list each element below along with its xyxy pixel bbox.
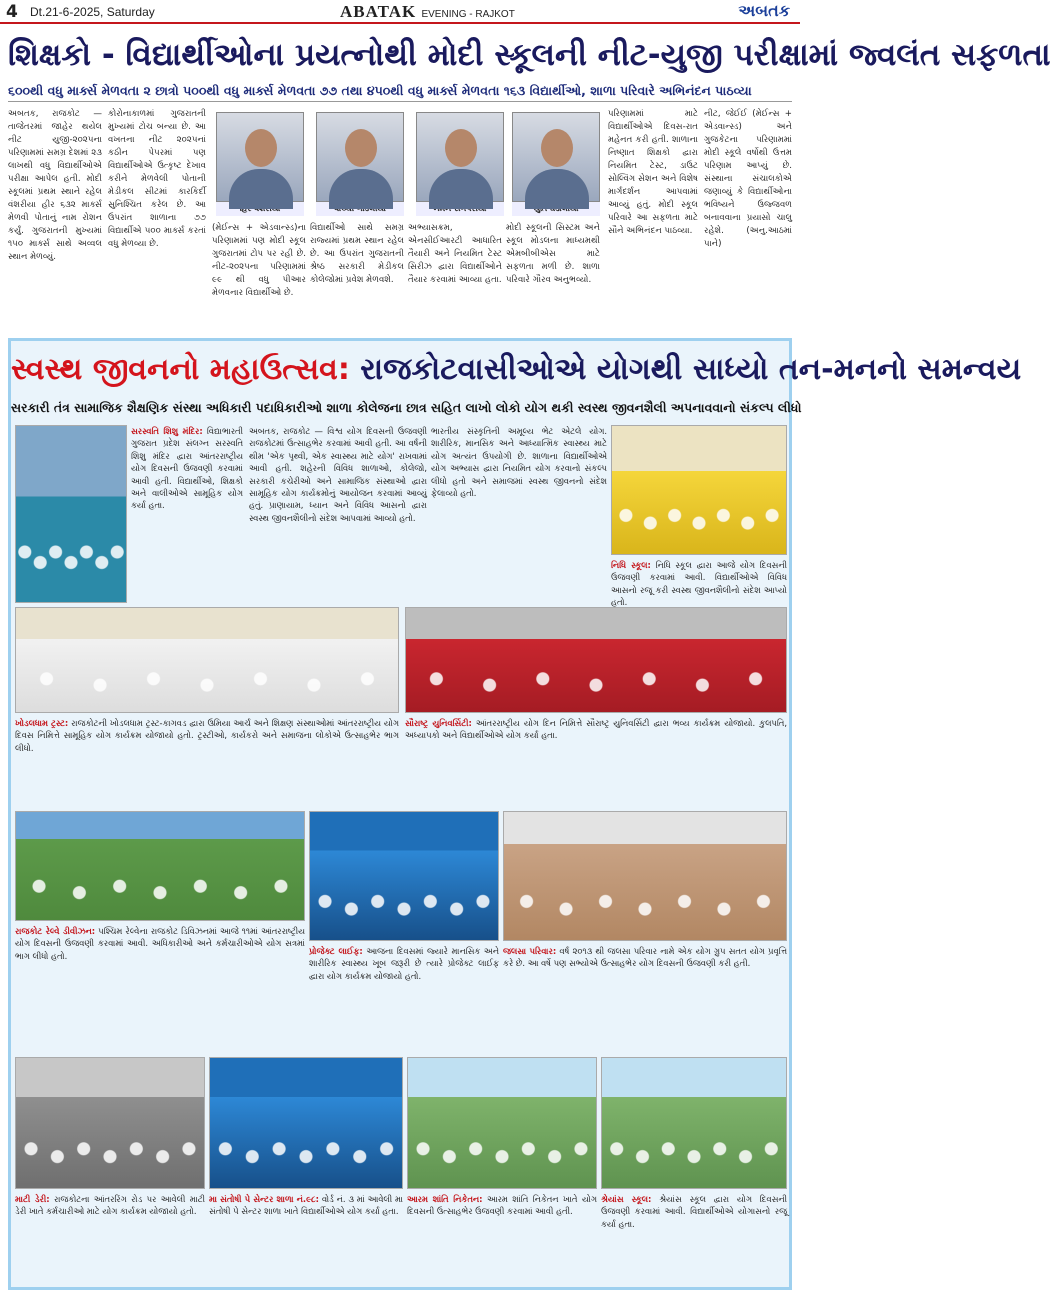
yoga-photo-santoshi-school [209,1057,403,1189]
yoga-main-text: અબતક, રાજકોટ — વિશ્વ યોગ દિવસની ઉજવણી રાજકોટમાં ઉત્સાહભેર કરવામાં આવી હતી. આ વર્ષની થીમ 'એક પૃથ્વી, એક સ્વાસ્થ્ય માટે યોગ' રાખવામાં આવી હતી. શહેરની વિવિધ શાળાઓ, કોલેજો, સરકારી કચેરીઓ અને સામાજિક સંસ્થાઓ દ્વારા સામૂહિક યોગ કાર્યક્રમોનું આયોજન કરવામાં આવ્યું હતું. પ્રાણાયામ, ધ્યાન અને વિવિધ આસનો દ્વારા સ્વસ્થ જીવનશૈલીનો સંદેશ આપવામાં આવ્યો હતો. [249,426,427,523]
page-number: 4 [6,2,18,22]
top-story-mid-column: વિદ્યાર્થીઓ સાથે સમગ્ર રાજ્યમાં પ્રથમ સ્થાન રહેલ છે. આ ઉપરાંત ગુજરાતની શ્રેષ્ઠ સરકારી મેડીકલ કોલેજોમાં પ્રવેશ મેળવશે. [310,223,404,285]
yoga-photo-project-life [309,811,499,941]
yoga-item-saraswati: સરસ્વતિ શિશુ મંદિર: વિદ્યાભારતી ગુજરાત પ્રદેશ સંલગ્ન સરસ્વતિ શિશુ મંદિર દ્વારા આંતરરાષ્ટ્રીય યોગ દિવસની ઉજવણી કરવામાં આવી હતી. વિદ્યાર્થીઓ, શિક્ષકો અને વાલીઓએ સામૂહિક યોગ કર્યા હતા. [131,426,243,511]
yoga-photo-nidhi [611,425,787,555]
top-story-headline: શિક્ષકો - વિદ્યાર્થીઓના પ્રયત્નોથી મોદી સ્કૂલની નીટ-યુજી પરીક્ષામાં જ્વલંત સફળતા [8,37,1051,73]
yoga-item-khodaldham: ખોડલધામ ટ્રસ્ટ: રાજકોટની ખોડલધામ ટ્રસ્ટ-કાગવડ દ્વારા ઉમિયા આર્ચ અને શિક્ષણ સંસ્થાઓમાં આંતરરાષ્ટ્રીય યોગ દિવસ નિમિત્તે સામૂહિક યોગ કાર્યક્રમ યોજાયો હતો. ટ્રસ્ટીઓ, કાર્યકરો અને સમાજના લોકોએ ઉત્સાહભેર ભાગ લીધો. [15,718,399,753]
topper-portrait [316,112,404,216]
top-story-column-1: અબતક, રાજકોટ — તાજેતરમાં જાહેર થયેલ નીટ યુજી-૨૦૨૫ના પરિણામમાં સમગ્ર દેશમાં ૨૩ લાખથી વધુ વિદ્યાર્થીઓએ પરીક્ષા આપેલ હતી. મોદી સ્કૂલમાં પ્રથમ સ્થાને રહેલ વંશરીયા હીર ૬૩૨ માર્ક્સ મેળવી પોતાનું નામ રોશન કર્યું. ગુજરાતની મુખ્યમાં ૧૫૦ માર્ક્સ સાથે અવ્વલ સ્થાન મેળવ્યું. [8,109,102,262]
yoga-item-nidhi: નિધિ સ્કૂલ: નિધિ સ્કૂલ દ્વારા આજે યોગ દિવસની ઉજવણી કરવામાં આવી. વિદ્યાર્થીઓએ વિવિધ આસનો રજૂ કરી સ્વસ્થ જીવનશૈલીનો સંદેશ આપ્યો હતો. [611,560,787,608]
top-story-column-3: પરિણામમાં માટે વિદ્યાર્થીઓએ દિવસ-રાત મહેનત કરી હતી. શાળાના નિષ્ણાત શિક્ષકો દ્વારા નિયમિત ટેસ્ટ, ડાઉટ સોલ્વિંગ સેશન અને વિશેષ માર્ગદર્શન આપવામાં આવ્યું હતું. મોદી સ્કૂલ પરિવારે આ સફળતા માટે સૌને અભિનંદન પાઠવ્યા. [608,109,698,236]
topper-portrait [216,112,304,216]
yoga-headline: સ્વસ્થ જીવનનો મહાઉત્સવ: રાજકોટવાસીઓએ યોગથી સાધ્યો તન-મનનો સમન્વય [11,352,1022,387]
yoga-photo-shreyans [601,1057,787,1189]
yoga-subhead: સરકારી તંત્ર સામાજિક શૈક્ષણિક સંસ્થા અધિકારી પદાધિકારીઓ શાળા કોલેજના છાત્ર સહિત લાખો લોકો યોગ થકી સ્વસ્થ જીવનશૈલી અપનાવવાનો સંકલ્પ લીધો [11,400,802,415]
yoga-item-aram-shanti: આરમ શાંતિ નિકેતન: આરમ શાંતિ નિકેતન ખાતે યોગ દિવસની ઉત્સાહભેર ઉજવણી કરવામાં આવી હતી. [407,1194,598,1217]
yoga-item-shreyans: શ્રેયાંસ સ્કૂલ: શ્રેયાંસ સ્કૂલ દ્વારા યોગ દિવસની ઉજવણી કરવામાં આવી. વિદ્યાર્થીઓએ યોગાસનો રજૂ કર્યા હતા. [601,1194,787,1229]
yoga-item-railway: રાજકોટ રેલ્વે ડીવીઝન: પશ્ચિમ રેલ્વેના રાજકોટ ડિવિઝનમાં આજે ૧૧માં આંતરરાષ્ટ્રીય યોગ દિવસની ઉજવણી કરવામાં આવી. અધિકારીઓ અને કર્મચારીઓએ યોગ સત્રમાં ભાગ લીધો હતો. [15,926,305,961]
yoga-item-project-life: પ્રોજેક્ટ લાઈફ: આજના દિવસમાં જ્યારે માનસિક અને શારીરિક સ્વાસ્થ્ય ખૂબ જરૂરી છે ત્યારે પ્રોજેક્ટ લાઈફ દ્વારા યોગ કાર્યક્રમ યોજાયો હતો. [309,946,499,981]
yoga-photo-railway [15,811,305,921]
yoga-photo-saraswati [15,425,127,603]
top-story-column-2: કોરોનાકાળમાં ગુજરાતની મુખ્યમાં ટોચ બન્યા છે. આ વખતના નીટ ૨૦૨૫નાં કઠીન પેપરમાં પણ વિદ્યાર્થીઓએ ઉત્કૃષ્ટ દેખાવ કરીને મેળવેલી પોતાની મેડીકલ સીટમાં કારકિર્દી સુનિશ્ચિત કરેલ છે. આ ઉપરાંત શાળાના ૭૭ વિદ્યાર્થીએ ૫૦૦ માર્ક્સ કરતાં વધુ મેળવ્યા છે. [108,109,206,249]
yoga-photo-saurashtra-university [405,607,787,713]
top-story-subhead: ૬૦૦થી વધુ માર્ક્સ મેળવતા ૨ છાત્રો ૫૦૦થી વધુ માર્ક્સ મેળવતા ૭૭ તથા ૪૫૦થી વધુ માર્ક્સ મેળવતા ૧૬૩ વિદ્યાર્થીઓ, શાળા પરિવારે અભિનંદન પાઠવ્યા [8,80,792,102]
top-story-mid-column: મોદી સ્કૂલની સિસ્ટમ અને સ્કૂલ મોડલના માધ્યમથી એમબીબીએસ માટે સફળતા મળી છે. શાળા પરિવારે ગૌરવ અનુભવ્યો. [506,223,600,285]
yoga-item-saurashtra-university: સૌરાષ્ટ્ર યુનિવર્સિટી: આંતરરાષ્ટ્રીય યોગ દિન નિમિત્તે સૌરાષ્ટ્ર યુનિવર્સિટી દ્વારા ભવ્ય કાર્યક્રમ યોજાયો. કુલપતિ, અધ્યાપકો અને વિદ્યાર્થીઓએ યોગ કર્યા હતા. [405,718,787,741]
yoga-item-jalsa: જલસા પરિવાર: વર્ષ ૨૦૧૩ થી જલસા પરિવાર નામે એક યોગ ગ્રુપ સતત યોગ પ્રવૃત્તિ કરે છે. આ વર્ષે પણ સભ્યોએ ઉત્સાહભેર યોગ દિવસની ઉજવણી કરી હતી. [503,946,787,969]
yoga-item-santoshi-school: મા સંતોષી પે સેન્ટર શાળા નં.૯૮: વોર્ડ નં. ૩ માં આવેલી મા સંતોષી પે સેન્ટર શાળા ખાતે વિદ્યાર્થીઓએ યોગ કર્યા હતા. [209,1194,403,1217]
yoga-photo-jalsa [503,811,787,941]
yoga-photo-aram-shanti [407,1057,597,1189]
portrait-photo [316,112,404,202]
portrait-photo [216,112,304,202]
yoga-photo-mati-dairy [15,1057,205,1189]
yoga-photo-khodaldham [15,607,399,713]
topper-portrait [512,112,600,216]
newspaper-logo: અબતક [738,1,790,20]
masthead [0,0,800,24]
yoga-story [8,338,1022,1290]
issue-date: Dt.21-6-2025, Saturday [30,5,155,19]
top-story-middle-columns [212,222,602,332]
topper-portrait [416,112,504,216]
portrait-photo [416,112,504,202]
top-story-column-4: નીટ, જેઈઈ (મેઈન્સ + એડવાન્સ્ડ) અને ગુજકેટના પરિણામમાં મોદી સ્કૂલે વર્ષોથી ઉત્તમ પરિણામ આપ્યું છે. સંસ્થાના સંચાલકોએ જણાવ્યું કે વિદ્યાર્થીઓના ભવિષ્યને ઉજ્જવળ બનાવવાના પ્રયાસો ચાલુ રહેશે. (અનુ.આઠમાં પાને) [704,109,792,249]
portrait-photo [512,112,600,202]
top-story-mid-column: (મેઈન્સ + એડવાન્સ્ડ)ના પરિણામમાં પણ મોદી સ્કૂલ ગુજરાતમાં ટોપ પર રહી છે. નીટ-૨૦૨૫ના પરિણામમાં ૯૯ થી વધુ પીઆર મેળવનાર વિદ્યાર્થીઓ છે. [212,223,306,298]
top-story-mid-column: અભ્યાસક્રમ, એનસીઈઆરટી આધારિત તૈયારી અને નિયમિત ટેસ્ટ સિરીઝ દ્વારા વિદ્યાર્થીઓને તૈયાર કરવામાં આવ્યા હતા. [408,223,502,285]
top-story [8,30,1051,332]
yoga-item-mati-dairy: માટી ડેરી: રાજકોટના આંતરરિંગ રોડ પર આવેલી માટી ડેરી ખાતે કર્મચારીઓ માટે યોગ કાર્યક્રમ યોજાયો હતો. [15,1194,206,1217]
yoga-main-text-2: ભારતીય સંસ્કૃતિની અમૂલ્ય ભેટ એટલે યોગ. શારીરિક, માનસિક અને આધ્યાત્મિક સ્વાસ્થ્ય માટે યોગ અત્યંત ઉપયોગી છે. શાળાના વિદ્યાર્થીઓએ યોગ અભ્યાસ દ્વારા નિયમિત યોગ કરવાનો સંકલ્પ લીધો હતો અને સમાજમાં સ્વસ્થ જીવનનો સંદેશ ફેલાવ્યો હતો. [431,426,607,499]
newspaper-brand: ABATAK EVENING - RAJKOT [340,2,515,21]
topper-portraits [212,112,602,216]
